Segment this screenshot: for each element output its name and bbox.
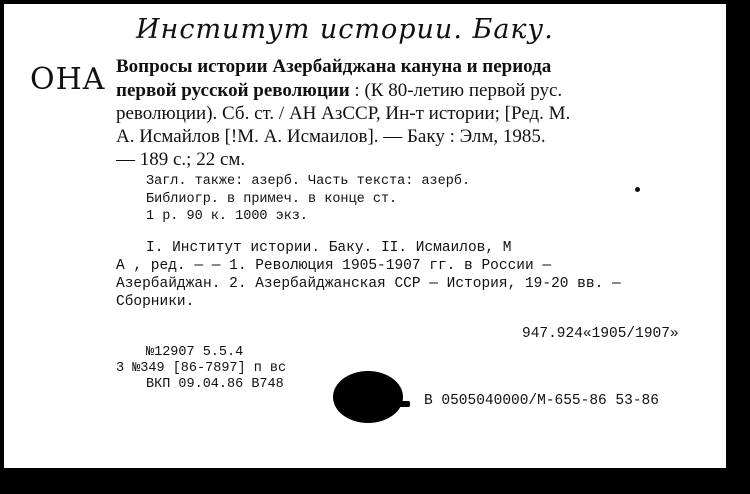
- registry-line-2: 3 №349 [86-7897] п вс: [116, 361, 287, 376]
- title-line-2: первой русской революции : (К 80-летию первой рус.: [116, 80, 563, 101]
- handwritten-call-number: OHA: [30, 62, 106, 97]
- classification-number: 947.924«1905/1907»: [522, 326, 679, 342]
- catalog-card: [4, 4, 726, 468]
- handwritten-header: Институт истории. Баку.: [136, 14, 554, 45]
- ink-dot: [635, 187, 640, 192]
- ink-blot: [333, 371, 403, 423]
- title-line-3: революции). Сб. ст. / АН АзССР, Ин-т истории; [Ред. М.: [116, 103, 571, 124]
- note-line-3: 1 р. 90 к. 1000 экз.: [146, 209, 309, 224]
- title-line-4: А. Исмайлов [!М. А. Исмаилов]. — Баку : Элм, 1985.: [116, 126, 546, 147]
- title-line-1: Вопросы истории Азербайджана кануна и периода: [116, 56, 552, 77]
- tracing-line-2: А , ред. — — 1. Революция 1905-1907 гг. в России —: [116, 258, 552, 274]
- registry-line-3: ВКП 09.04.86 В748: [146, 377, 284, 392]
- tracing-line-1: I. Институт истории. Баку. II. Исмаилов, М: [146, 240, 512, 256]
- note-line-2: Библиогр. в примеч. в конце ст.: [146, 192, 398, 207]
- registry-line-1: №12907 5.5.4: [146, 345, 244, 360]
- bottom-code: В 0505040000/М-655-86 53-86: [424, 393, 659, 409]
- tracing-line-4: Сборники.: [116, 294, 195, 310]
- tracing-line-3: Азербайджан. 2. Азербайджанская ССР — История, 19-20 вв. —: [116, 276, 621, 292]
- ink-blot-tail: [396, 401, 410, 407]
- title-line-5: — 189 с.; 22 см.: [116, 149, 246, 170]
- note-line-1: Загл. также: азерб. Часть текста: азерб.: [146, 174, 471, 189]
